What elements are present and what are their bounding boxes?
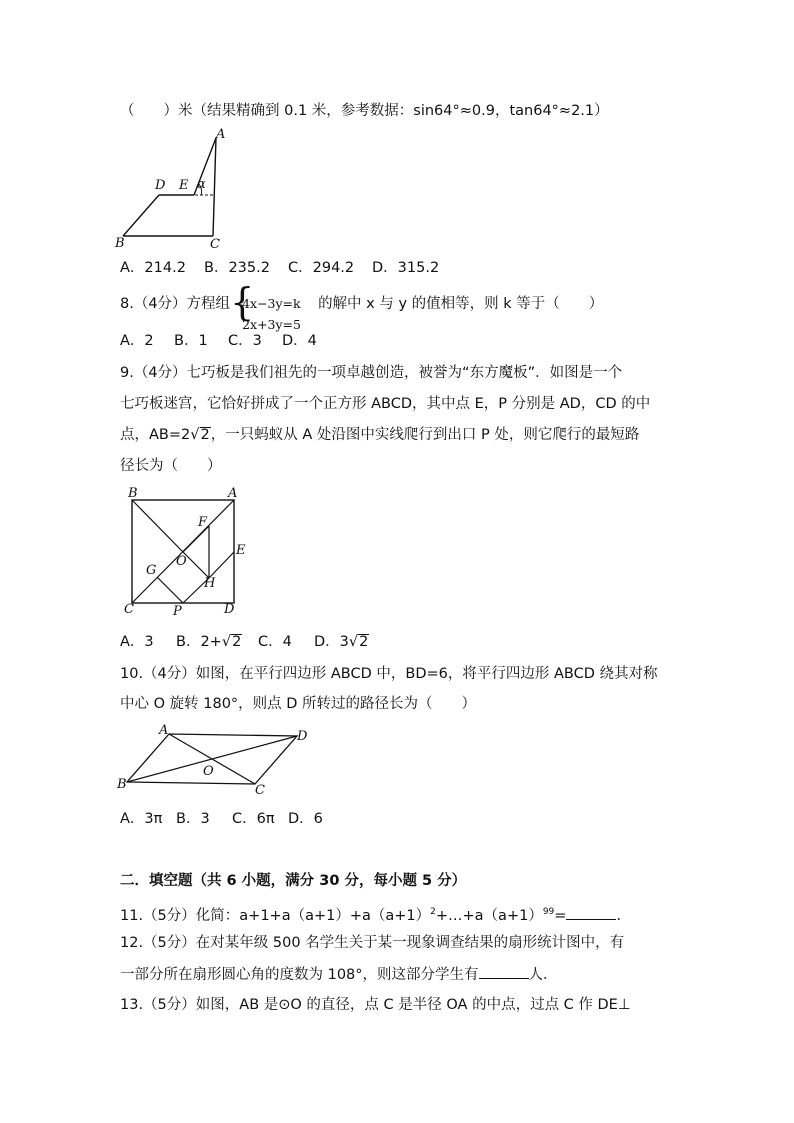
q7-figure [115,126,235,252]
q8-suffix: 的解中 x 与 y 的值相等，则 k 等于（ ） [318,296,604,312]
q11-text-b: +…+a（a+1） [435,907,543,924]
q10-figure [115,722,315,796]
q12-line2 [120,964,558,985]
q9-label-e: E [236,543,246,558]
q7-label-a: A [216,127,226,142]
q10-label-b: B [117,777,127,792]
q7-options [120,258,439,278]
q11-text-a: 11.（5分）化简：a+1+a（a+1）+a（a+1） [120,907,431,924]
q8-option-c[interactable]: C．3 [228,333,262,349]
q8-equation-system: { 4x−3y=k 2x+3y=5 [230,284,318,324]
q9-label-o: O [176,554,187,569]
q9-figure [120,484,250,618]
q10-line1: 10.（4分）如图，在平行四边形 ABCD 中，BD=6，将平行四边形 ABCD 绕其对称 [120,666,658,682]
q7-label-e: E [179,178,189,193]
q9-label-c: C [124,602,134,617]
q9-option-d[interactable] [314,632,369,652]
q9-label-h: H [204,576,216,591]
q7-option-c[interactable]: C．294.2 [288,260,355,276]
q10-option-b[interactable]: B．3 [176,811,210,827]
q13-line1: 13.（5分）如图，AB 是⊙O 的直径，点 C 是半径 OA 的中点，过点 C 作 DE⊥ [120,997,631,1013]
q7-label-c: C [210,237,220,252]
q9-label-f: F [198,515,208,530]
q10-label-c: C [255,783,265,796]
q9-line3-sqrt: 2 [200,427,210,443]
q9-label-a: A [228,486,238,501]
q9-label-g: G [146,563,157,578]
q9-line2: 七巧板迷宫，它恰好拼成了一个正方形 ABCD，其中点 E，P 分别是 AD，CD 的中 [120,396,651,412]
q10-label-o: O [203,764,214,779]
q10-option-a[interactable]: A．3π [120,811,163,827]
q8-option-a[interactable]: A．2 [120,333,154,349]
q8-option-b[interactable]: B．1 [174,333,208,349]
q11-text-d: ． [616,907,631,924]
q8-prefix: 8.（4分）方程组 [120,296,231,312]
q9-line3-b: ，一只蚂蚁从 A 处沿图中实线爬行到出口 P 处，则它爬行的最短路 [210,427,640,443]
q10-line2: 中心 O 旋转 180°，则点 D 所转过的路径长为（ ） [120,696,477,712]
q10-label-a: A [159,723,169,738]
q8-eq2: 2x+3y=5 [242,317,301,332]
q8-options [120,331,317,351]
sqrt-icon: √ [221,634,232,650]
q9-line4: 径长为（ ） [120,458,222,474]
q9-option-a[interactable] [120,632,176,652]
q7-option-b[interactable]: B．235.2 [204,260,270,276]
q9-option-b[interactable] [176,632,258,652]
q11-sup1: 2 [430,907,436,917]
q7-option-a[interactable]: A．214.2 [120,260,186,276]
q7-label-d: D [155,178,166,193]
q7-option-d[interactable]: D．315.2 [372,260,440,276]
q9-option-c-text: C．4 [258,634,292,650]
q9-option-a-text: A．3 [120,634,154,650]
q12-line1: 12.（5分）在对某年级 500 名学生关于某一现象调查结果的扇形统计图中，有 [120,935,625,951]
q9-label-p: P [173,604,182,618]
sqrt-icon: √ [190,427,200,443]
q8-option-d[interactable]: D．4 [282,333,317,349]
q10-options [120,809,323,829]
sqrt-icon: √ [348,634,359,650]
q9-label-b: B [128,486,138,501]
q12-answer-blank[interactable] [479,964,529,979]
q12-text-b: 人． [528,967,558,983]
q11-sup2: 99 [542,907,555,917]
q9-line3-a: 点，AB=2 [120,427,191,443]
q9-options [120,632,369,652]
q10-label-d: D [297,729,308,744]
section2-title: 二．填空题（共 6 小题，满分 30 分，每小题 5 分） [120,873,467,889]
q7-tail-text: （ ）米（结果精确到 0.1 米，参考数据：sin64°≈0.9，tan64°≈2.1） [120,103,609,119]
q9-option-c[interactable] [258,632,314,652]
q10-option-d[interactable]: D．6 [288,811,323,827]
q8-stem [120,280,604,332]
q9-line1: 9.（4分）七巧板是我们祖先的一项卓越创造，被誉为“东方魔板”．如图是一个 [120,365,623,381]
q12-text-a: 一部分所在扇形圆心角的度数为 108°，则这部分学生有 [120,967,479,983]
q9-option-b-text: B．2+ [176,634,222,650]
q8-eq1: 4x−3y=k [242,296,301,311]
q10-option-c[interactable]: C．6π [232,811,275,827]
q11-text-c: = [554,907,567,924]
q11-line [120,902,631,926]
q9-option-d-text: D．3 [314,634,349,650]
q9-line3 [120,425,639,445]
q7-label-b: B [115,236,125,251]
q7-label-alpha: α [197,177,206,192]
q9-option-b-sqrt: 2 [232,634,242,650]
q9-label-d: D [224,602,235,617]
q9-option-d-sqrt: 2 [359,634,369,650]
q11-answer-blank[interactable] [566,905,616,920]
